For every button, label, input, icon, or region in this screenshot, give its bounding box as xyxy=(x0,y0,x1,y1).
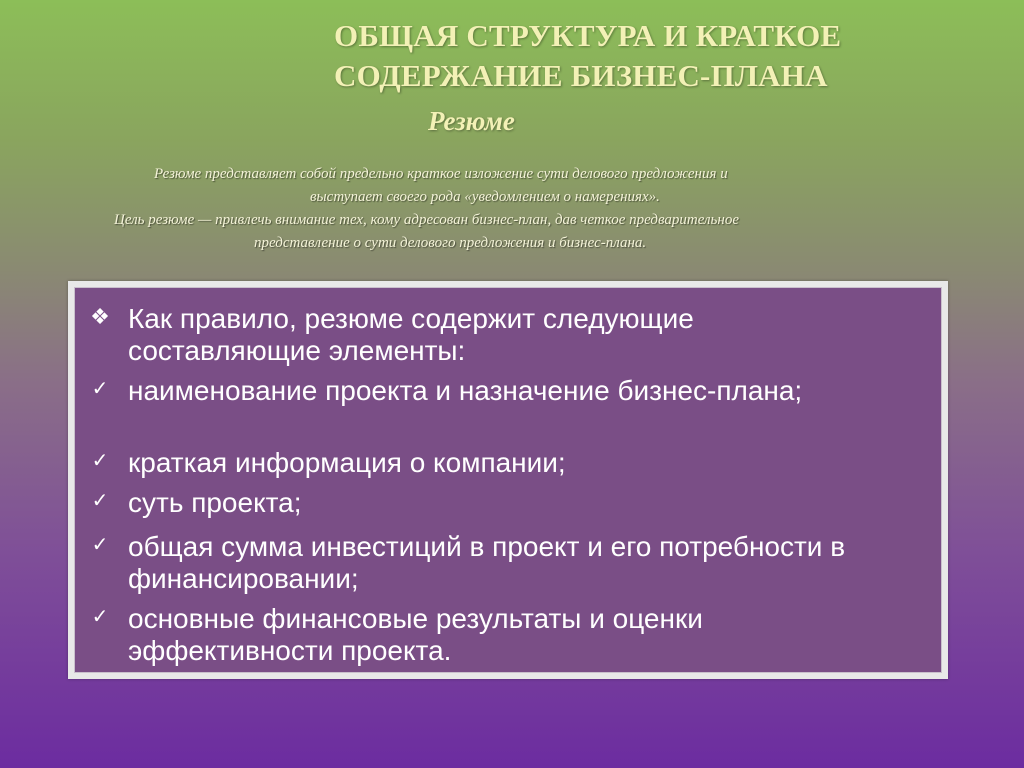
list-item-text: суть проекта; xyxy=(128,487,302,518)
check-bullet-icon: ✓ xyxy=(91,534,109,556)
check-bullet-icon: ✓ xyxy=(91,378,109,400)
list-item-text: краткая информация о компании; xyxy=(128,447,566,478)
list-item xyxy=(88,447,928,479)
section-subtitle: Резюме xyxy=(428,106,515,136)
slide-title-line-1: ОБЩАЯ СТРУКТУРА И КРАТКОЕ xyxy=(334,18,842,53)
check-bullet-icon: ✓ xyxy=(91,606,109,628)
list-item-text-line-2: эффективности проекта. xyxy=(128,635,452,666)
intro-line-1: Резюме представляет собой предельно краткое изложение сути делового предложения и xyxy=(154,166,728,182)
list-item xyxy=(88,375,928,407)
intro-line-2: выступает своего рода «уведомлением о намерениях». xyxy=(310,189,660,205)
list-item-text-line-2: финансировании; xyxy=(128,563,359,594)
check-bullet-icon: ✓ xyxy=(91,450,109,472)
lead-line-1: Как правило, резюме содержит следующие xyxy=(128,303,694,334)
list-item-text-line-1: основные финансовые результаты и оценки xyxy=(128,603,703,634)
slide-title xyxy=(334,16,954,96)
slide-title-line-2: СОДЕРЖАНИЕ БИЗНЕС-ПЛАНА xyxy=(334,58,828,93)
content-box xyxy=(68,281,948,679)
list-item xyxy=(88,603,928,667)
intro-line-4: представление о сути делового предложения и бизнес-плана. xyxy=(254,235,647,251)
list-item xyxy=(88,531,928,595)
lead-line-2: составляющие элементы: xyxy=(128,335,466,366)
list-item-text-line-1: общая сумма инвестиций в проект и его потребности в xyxy=(128,531,846,562)
list-item xyxy=(88,487,928,519)
intro-paragraph xyxy=(100,163,1000,255)
intro-line-3: Цель резюме — привлечь внимание тех, кому адресован бизнес-план, дав четкое предварительное xyxy=(114,212,739,228)
diamond-bullet-icon: ❖ xyxy=(90,304,110,329)
check-bullet-icon: ✓ xyxy=(91,490,109,512)
list-item-text: наименование проекта и назначение бизнес-плана; xyxy=(128,375,803,406)
lead-bullet xyxy=(88,303,928,367)
